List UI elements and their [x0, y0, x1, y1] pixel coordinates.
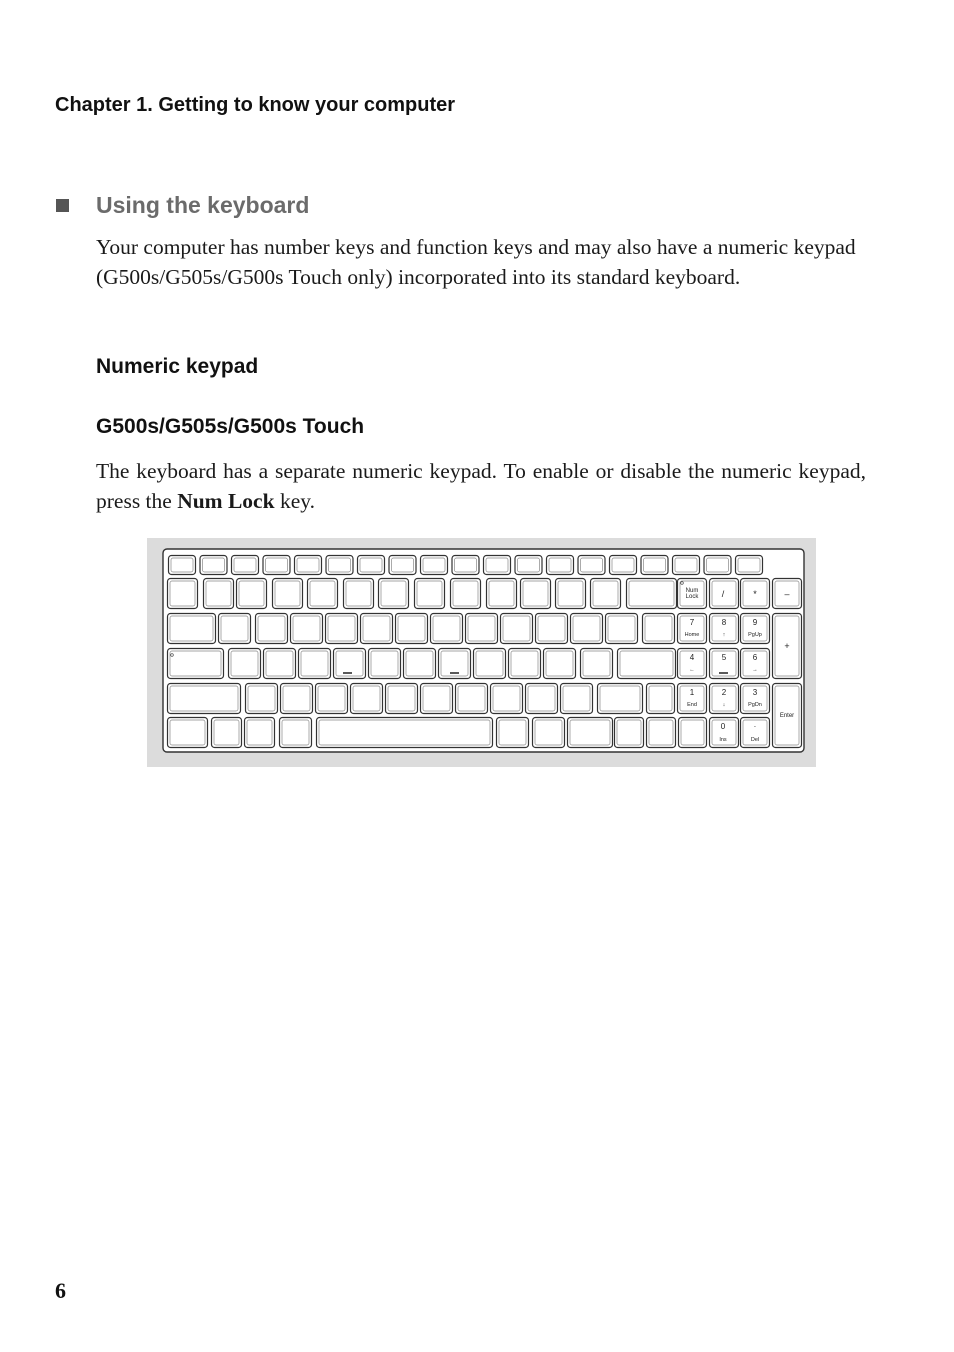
keypad-sub-6: →	[752, 667, 758, 673]
key	[212, 718, 242, 748]
key	[536, 614, 568, 644]
keypad-digit-5: 5	[721, 653, 727, 662]
section-title: Using the keyboard	[96, 192, 310, 218]
key	[168, 614, 216, 644]
keypad-digit-7: 7	[689, 618, 695, 627]
key	[618, 649, 676, 679]
keyboard-diagram	[147, 538, 816, 767]
keypad-sub-3: PgDn	[748, 702, 762, 708]
page-number: 6	[55, 1278, 66, 1303]
key	[568, 718, 613, 748]
key	[615, 718, 644, 748]
key	[308, 579, 338, 609]
keypad-zero-label: 0	[720, 722, 726, 731]
key	[526, 684, 558, 714]
numeric-keypad-heading: Numeric keypad	[96, 355, 259, 378]
keypad-del-label: Del	[750, 737, 760, 743]
keypad-digit-1: 1	[689, 688, 695, 697]
key	[439, 649, 471, 679]
num-lock-label: Num	[685, 588, 699, 594]
key	[280, 718, 312, 748]
keypad-enter-label: Enter	[779, 713, 795, 719]
key	[204, 579, 234, 609]
key	[237, 579, 267, 609]
key	[679, 718, 707, 748]
key	[501, 614, 533, 644]
key	[256, 614, 288, 644]
keypad-sub-2: ↓	[722, 702, 726, 708]
key	[168, 684, 241, 714]
key	[561, 684, 593, 714]
key	[544, 649, 576, 679]
key	[571, 614, 603, 644]
key	[245, 718, 275, 748]
keypad-plus-label: +	[784, 641, 790, 651]
keypad-dot-label: ·	[753, 722, 757, 731]
key	[431, 614, 463, 644]
key	[466, 614, 498, 644]
keypad-sub-4: ←	[689, 667, 695, 673]
keypad-sub-7: Home	[684, 632, 700, 638]
key	[606, 614, 638, 644]
key	[317, 718, 493, 748]
keypad-digit-4: 4	[689, 653, 695, 662]
numlock-text-before: The keyboard has a separate numeric keypad. To enable or disable the numeric keypad, press the	[96, 459, 866, 513]
section-heading	[56, 192, 309, 219]
keypad-digit-9: 9	[752, 618, 758, 627]
key	[326, 614, 358, 644]
keypad-sub-9: PgUp	[748, 632, 762, 638]
key	[421, 684, 453, 714]
key	[351, 684, 383, 714]
keypad-minus-label: –	[784, 589, 790, 599]
key	[396, 614, 428, 644]
key	[451, 579, 481, 609]
chapter-title: Chapter 1. Getting to know your computer	[55, 94, 456, 116]
key	[316, 684, 348, 714]
num-lock-label: Lock	[685, 594, 699, 600]
keypad-digit-8: 8	[721, 618, 727, 627]
key	[229, 649, 261, 679]
key	[379, 579, 409, 609]
key	[487, 579, 517, 609]
keypad-asterisk-label: *	[753, 589, 757, 599]
key	[591, 579, 621, 609]
key	[533, 718, 565, 748]
key	[521, 579, 551, 609]
key	[281, 684, 313, 714]
key	[497, 718, 529, 748]
key	[344, 579, 374, 609]
key	[264, 649, 296, 679]
keypad-sub-1: End	[687, 702, 697, 708]
key	[556, 579, 586, 609]
key	[581, 649, 613, 679]
key	[404, 649, 436, 679]
key	[386, 684, 418, 714]
numlock-paragraph	[96, 457, 866, 516]
key	[369, 649, 401, 679]
key	[474, 649, 506, 679]
key	[456, 684, 488, 714]
keypad-digit-2: 2	[721, 688, 727, 697]
intro-paragraph: Your computer has number keys and function keys and may also have a numeric keypad (G500s/G505s/G500s Touch only) incorporated into its standard keyboard.	[96, 235, 856, 289]
key	[291, 614, 323, 644]
square-bullet-icon	[56, 199, 69, 212]
key	[627, 579, 677, 609]
keyboard-illustration	[147, 538, 816, 767]
keypad-digit-6: 6	[752, 653, 758, 662]
key	[415, 579, 445, 609]
key	[168, 718, 208, 748]
key	[168, 649, 224, 679]
keypad-ins-label: Ins	[719, 737, 727, 743]
key	[273, 579, 303, 609]
key	[334, 649, 366, 679]
keypad-slash-label: /	[721, 589, 725, 599]
keypad-digit-3: 3	[752, 688, 758, 697]
key	[168, 579, 198, 609]
key	[299, 649, 331, 679]
key	[509, 649, 541, 679]
key	[361, 614, 393, 644]
model-heading: G500s/G505s/G500s Touch	[96, 415, 365, 438]
key	[219, 614, 251, 644]
key	[647, 718, 676, 748]
key	[491, 684, 523, 714]
keypad-sub-8: ↑	[722, 632, 726, 638]
num-lock-key-name: Num Lock	[177, 488, 275, 513]
numlock-text-after: key.	[274, 488, 315, 513]
key	[647, 684, 675, 714]
key	[598, 684, 643, 714]
key	[643, 614, 675, 644]
key	[246, 684, 278, 714]
